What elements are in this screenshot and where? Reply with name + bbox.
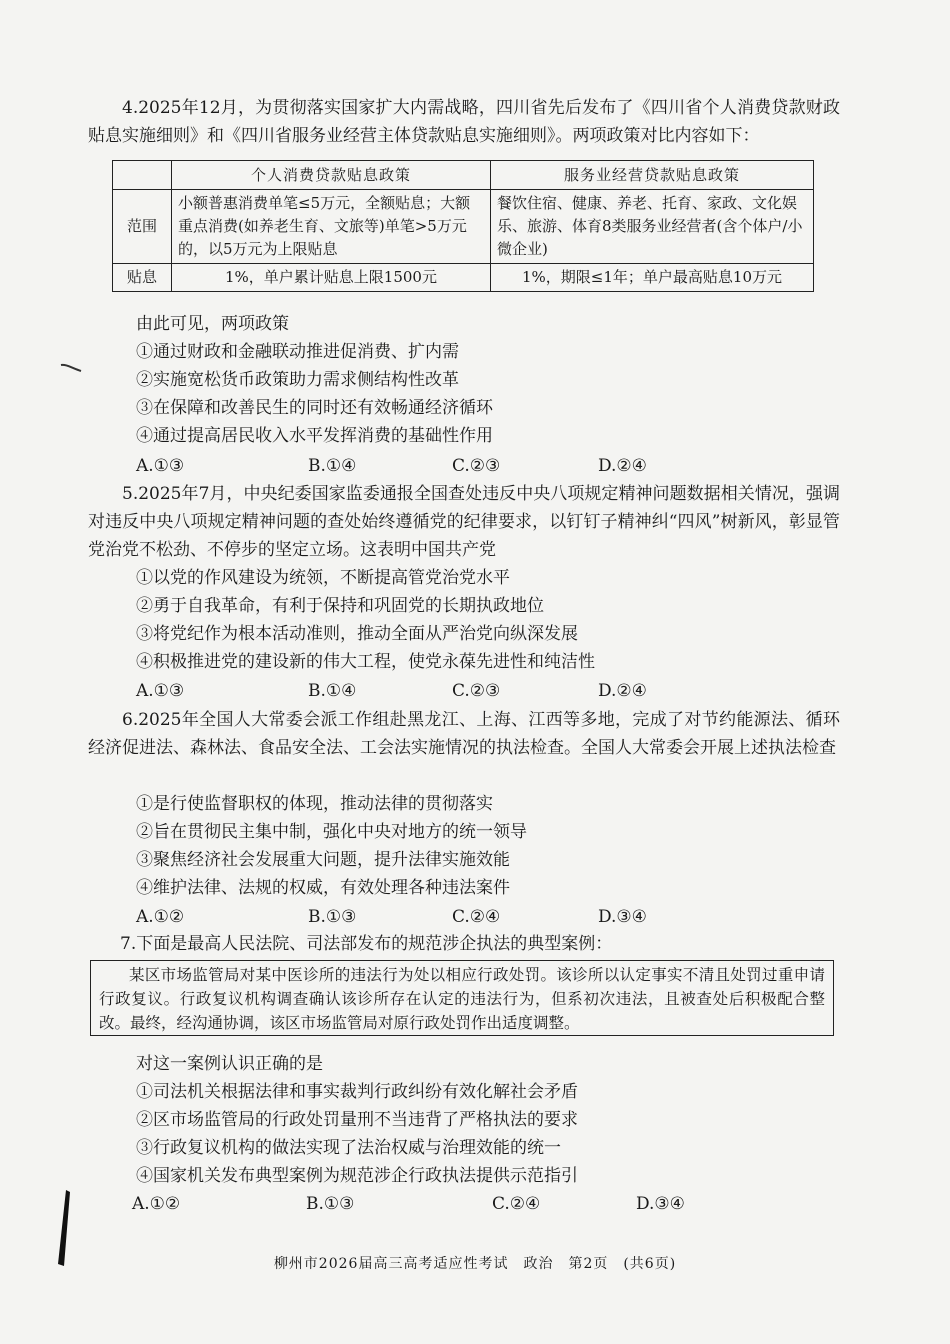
table-cell-scope-service: 餐饮住宿、健康、养老、托育、家政、文化娱乐、旅游、体育8类服务业经营者(含个体户/小微企业) xyxy=(491,190,814,264)
q4-option-3: ③在保障和改善民生的同时还有效畅通经济循环 xyxy=(136,398,493,418)
q6-option-4: ④维护法律、法规的权威，有效处理各种违法案件 xyxy=(136,878,510,898)
table-corner-cell xyxy=(113,161,172,190)
table-cell-subsidy-service: 1%，期限≤1年；单户最高贴息10万元 xyxy=(491,264,814,292)
q5-option-1: ①以党的作风建设为统领，不断提高管党治党水平 xyxy=(136,568,510,588)
table-row-subsidy xyxy=(113,264,814,292)
q6-choice-c: C.②④ xyxy=(452,907,501,927)
q6-choice-a: A.①② xyxy=(136,907,185,927)
q4-option-2: ②实施宽松货币政策助力需求侧结构性改革 xyxy=(136,370,459,390)
q7-option-2: ②区市场监管局的行政处罚量刑不当违背了严格执法的要求 xyxy=(136,1110,578,1130)
scan-mark-icon xyxy=(60,362,82,374)
q5-option-3: ③将党纪作为根本活动准则，推动全面从严治党向纵深发展 xyxy=(136,624,578,644)
table-cell-scope-personal: 小额普惠消费单笔≤5万元，全额贴息；大额重点消费(如养老生育、文旅等)单笔>5万元的，以5万元为上限贴息 xyxy=(172,190,491,264)
q4-choice-b: B.①④ xyxy=(308,456,357,476)
q6-option-1: ①是行使监督职权的体现，推动法律的贯彻落实 xyxy=(136,794,493,814)
q7-case-box: 某区市场监管局对某中医诊所的违法行为处以相应行政处罚。该诊所以认定事实不清且处罚过重申请行政复议。行政复议机构调查确认该诊所存在认定的违法行为，但系初次违法，且被查处后积极配合整改。最终，经沟通协调，该区市场监管局对原行政处罚作出适度调整。 xyxy=(90,960,834,1036)
q4-choice-d: D.②④ xyxy=(598,456,647,476)
table-header-service: 服务业经营贷款贴息政策 xyxy=(491,161,814,190)
q5-choice-d: D.②④ xyxy=(598,681,647,701)
policy-comparison-table xyxy=(112,160,814,292)
page-footer: 柳州市2026届高三高考适应性考试 政治 第2页 (共6页) xyxy=(273,1256,677,1272)
q6-option-3: ③聚焦经济社会发展重大问题，提升法律实施效能 xyxy=(136,850,510,870)
q5-choice-c: C.②③ xyxy=(452,681,501,701)
q7-option-4: ④国家机关发布典型案例为规范涉企行政执法提供示范指引 xyxy=(136,1166,578,1186)
q5-choice-a: A.①③ xyxy=(136,681,185,701)
table-cell-subsidy-personal: 1%，单户累计贴息上限1500元 xyxy=(172,264,491,292)
table-header-personal: 个人消费贷款贴息政策 xyxy=(172,161,491,190)
q5-option-2: ②勇于自我革命，有利于保持和巩固党的长期执政地位 xyxy=(136,596,544,616)
q6-choice-d: D.③④ xyxy=(598,907,647,927)
table-row-label-scope: 范围 xyxy=(113,190,172,264)
q7-choice-c: C.②④ xyxy=(492,1194,541,1214)
table-row-scope xyxy=(113,190,814,264)
q7-lead: 对这一案例认识正确的是 xyxy=(136,1054,323,1074)
q7-stem: 7.下面是最高人民法院、司法部发布的规范涉企执法的典型案例： xyxy=(120,934,613,954)
q5-choice-b: B.①④ xyxy=(308,681,357,701)
scan-edge-mark-icon xyxy=(52,1188,74,1268)
q5-option-4: ④积极推进党的建设新的伟大工程，使党永葆先进性和纯洁性 xyxy=(136,652,595,672)
q6-choice-b: B.①③ xyxy=(308,907,357,927)
q4-option-4: ④通过提高居民收入水平发挥消费的基础性作用 xyxy=(136,426,493,446)
q4-stem: 4.2025年12月，为贯彻落实国家扩大内需战略，四川省先后发布了《四川省个人消费贷款财政贴息实施细则》和《四川省服务业经营主体贷款贴息实施细则》。两项政策对比内容如下： xyxy=(88,98,840,146)
q7-option-3: ③行政复议机构的做法实现了法治权威与治理效能的统一 xyxy=(136,1138,561,1158)
q4-lead: 由此可见，两项政策 xyxy=(136,314,289,334)
q4-choice-a: A.①③ xyxy=(136,456,185,476)
table-header-row xyxy=(113,161,814,190)
q7-choice-d: D.③④ xyxy=(636,1194,685,1214)
q5-stem: 5.2025年7月，中央纪委国家监委通报全国查处违反中央八项规定精神问题数据相关情况，强调对违反中央八项规定精神问题的查处始终遵循党的纪律要求，以钉钉子精神纠“四风”树新风，彰显管党治党不松劲、不停步的坚定立场。这表明中国共产党 xyxy=(88,484,840,560)
q6-stem: 6.2025年全国人大常委会派工作组赴黑龙江、上海、江西等多地，完成了对节约能源法、循环经济促进法、森林法、食品安全法、工会法实施情况的执法检查。全国人大常委会开展上述执法检查 xyxy=(88,710,840,758)
q4-option-1: ①通过财政和金融联动推进促消费、扩内需 xyxy=(136,342,459,362)
q4-choice-c: C.②③ xyxy=(452,456,501,476)
q7-choice-a: A.①② xyxy=(132,1194,181,1214)
q7-choice-b: B.①③ xyxy=(306,1194,355,1214)
q6-option-2: ②旨在贯彻民主集中制，强化中央对地方的统一领导 xyxy=(136,822,527,842)
q7-option-1: ①司法机关根据法律和事实裁判行政纠纷有效化解社会矛盾 xyxy=(136,1082,578,1102)
table-row-label-subsidy: 贴息 xyxy=(113,264,172,292)
